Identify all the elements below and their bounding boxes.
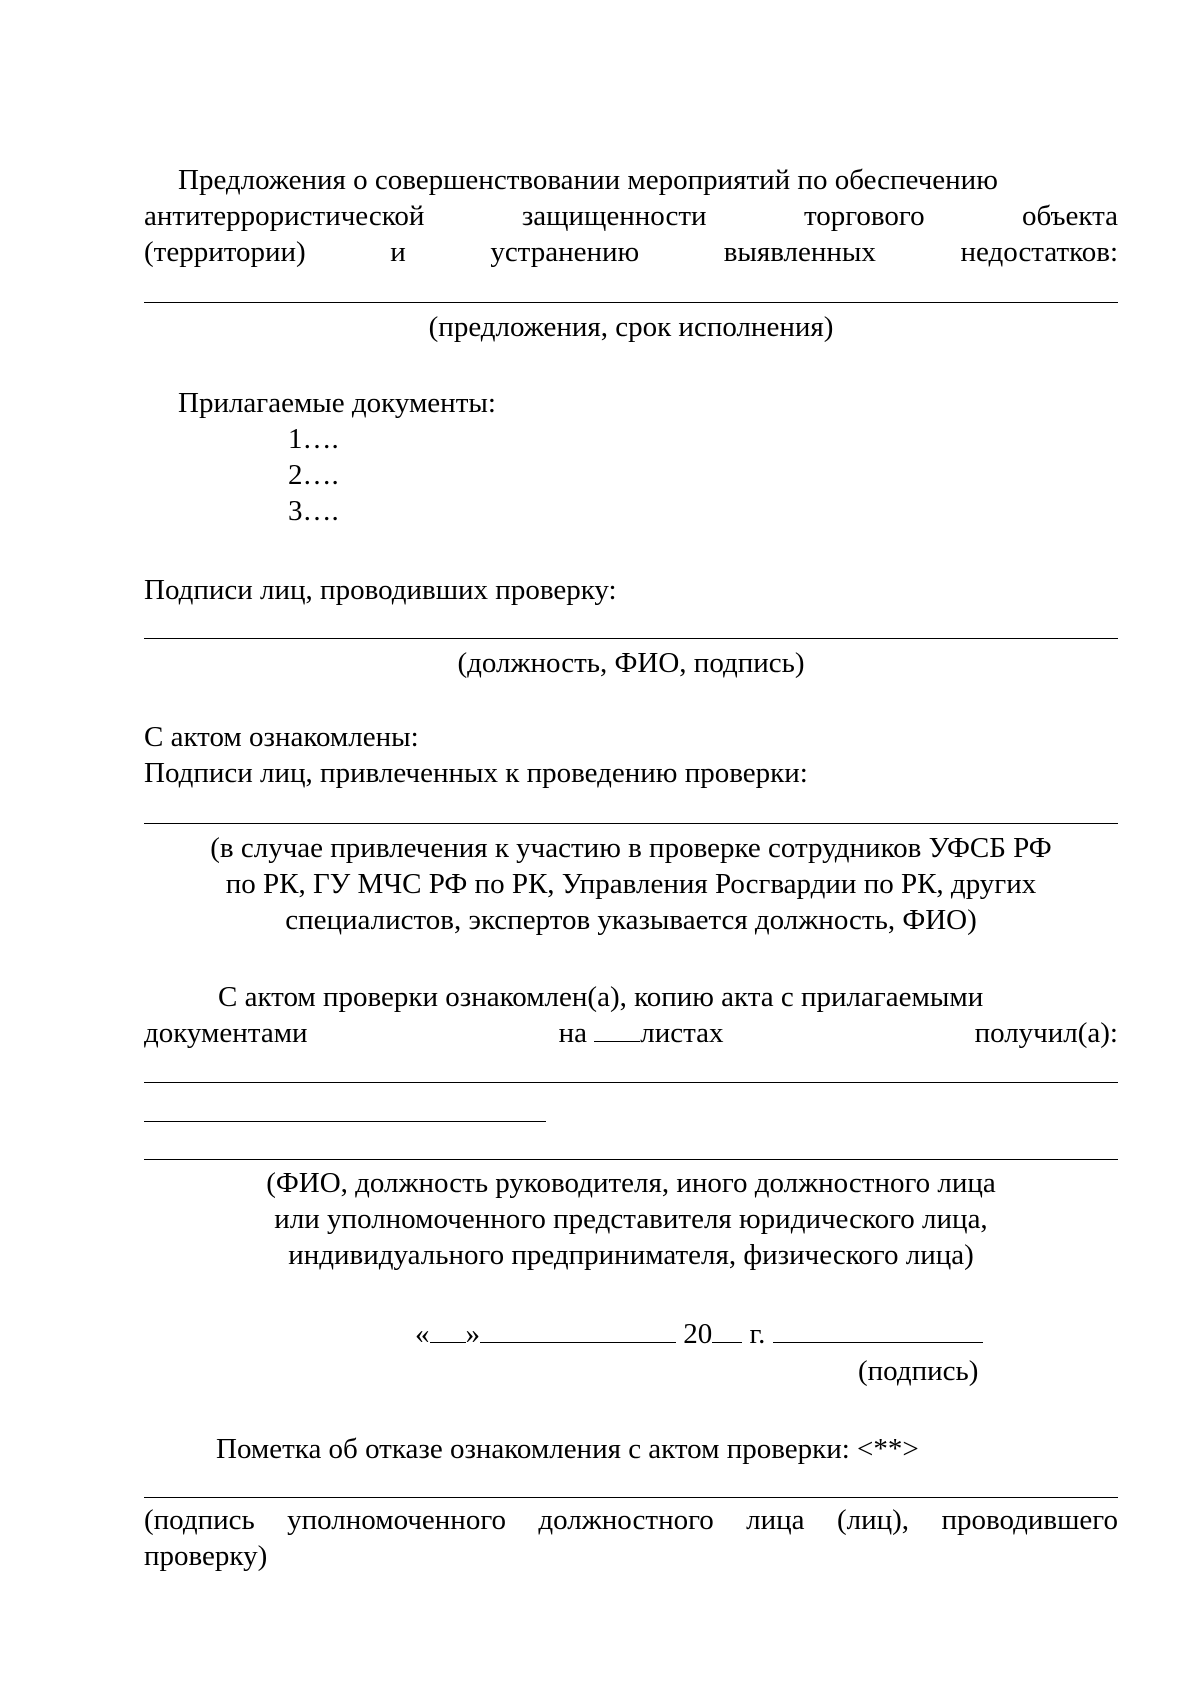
proposals-caption: (предложения, срок исполнения) bbox=[428, 311, 834, 343]
word: документами bbox=[144, 1017, 308, 1049]
word: (подпись bbox=[144, 1504, 255, 1536]
year-suffix: г. bbox=[749, 1318, 766, 1350]
sheets-phrase bbox=[559, 1015, 724, 1051]
word: проводившего bbox=[941, 1504, 1118, 1536]
word: антитеррористической bbox=[144, 200, 425, 232]
word: торгового bbox=[803, 200, 925, 232]
proposals-fill-line[interactable] bbox=[144, 302, 1118, 303]
receipt-line-1: С актом проверки ознакомлен(а), копию акта с прилагаемыми bbox=[218, 981, 984, 1013]
day-blank[interactable] bbox=[430, 1318, 466, 1343]
refusal-caption-line-2: проверку) bbox=[144, 1540, 268, 1572]
attracted-signatures-heading: Подписи лиц, привлеченных к проведению проверки: bbox=[144, 757, 808, 789]
refusal-caption-line-1 bbox=[144, 1502, 1118, 1538]
receipt-caption-line-1: (ФИО, должность руководителя, иного должностного лица bbox=[266, 1167, 996, 1199]
word: недостатков: bbox=[960, 236, 1118, 268]
month-blank[interactable] bbox=[480, 1318, 676, 1343]
word: должностного bbox=[538, 1504, 714, 1536]
word: листах bbox=[640, 1017, 724, 1049]
receipt-fill-line-1[interactable] bbox=[144, 1082, 1118, 1083]
inspectors-signature-line[interactable] bbox=[144, 638, 1118, 639]
receipt-caption-line-2: или уполномоченного представителя юридического лица, bbox=[274, 1203, 988, 1235]
signature-blank[interactable] bbox=[773, 1318, 983, 1343]
close-quote: » bbox=[465, 1318, 480, 1350]
word: (лиц), bbox=[836, 1504, 910, 1536]
word: выявленных bbox=[723, 236, 876, 268]
sheet-count-blank[interactable] bbox=[594, 1017, 640, 1042]
year-blank[interactable] bbox=[712, 1318, 742, 1343]
word: на bbox=[558, 1017, 588, 1049]
year-prefix: 20 bbox=[683, 1318, 713, 1350]
word: получил(а): bbox=[974, 1017, 1118, 1049]
refusal-note: Пометка об отказе ознакомления с актом проверки: <**> bbox=[216, 1433, 919, 1465]
word: лица bbox=[746, 1504, 805, 1536]
inspectors-caption: (должность, ФИО, подпись) bbox=[457, 647, 805, 679]
refusal-signature-line[interactable] bbox=[144, 1497, 1118, 1498]
word: объекта bbox=[1021, 200, 1118, 232]
attachments-heading: Прилагаемые документы: bbox=[178, 387, 496, 419]
date-line bbox=[415, 1316, 983, 1352]
proposals-line-2 bbox=[144, 198, 1118, 234]
attachment-item: 1…. bbox=[288, 423, 339, 455]
attracted-caption-line-2: по РК, ГУ МЧС РФ по РК, Управления Росгвардии по РК, других bbox=[225, 868, 1037, 900]
word: устранению bbox=[490, 236, 640, 268]
proposals-line-1: Предложения о совершенствовании мероприятий по обеспечению bbox=[178, 164, 998, 196]
attachment-item: 3…. bbox=[288, 495, 339, 527]
attracted-caption-line-1: (в случае привлечения к участию в проверке сотрудников УФСБ РФ bbox=[210, 832, 1052, 864]
attracted-caption-line-3: специалистов, экспертов указывается должность, ФИО) bbox=[285, 904, 977, 936]
receipt-fill-line-2[interactable] bbox=[144, 1121, 546, 1122]
receipt-line-2 bbox=[144, 1015, 1118, 1051]
word: и bbox=[390, 236, 406, 268]
attracted-signature-line[interactable] bbox=[144, 823, 1118, 824]
open-quote: « bbox=[415, 1318, 430, 1350]
word: уполномоченного bbox=[287, 1504, 506, 1536]
word: защищенности bbox=[521, 200, 707, 232]
word: (территории) bbox=[144, 236, 306, 268]
receipt-fill-line-3[interactable] bbox=[144, 1159, 1118, 1160]
proposals-line-3 bbox=[144, 234, 1118, 270]
receipt-caption-line-3: индивидуального предпринимателя, физического лица) bbox=[288, 1239, 974, 1271]
signature-caption: (подпись) bbox=[858, 1355, 979, 1387]
acquainted-heading: С актом ознакомлены: bbox=[144, 721, 419, 753]
attachment-item: 2…. bbox=[288, 459, 339, 491]
inspectors-heading: Подписи лиц, проводивших проверку: bbox=[144, 574, 617, 606]
